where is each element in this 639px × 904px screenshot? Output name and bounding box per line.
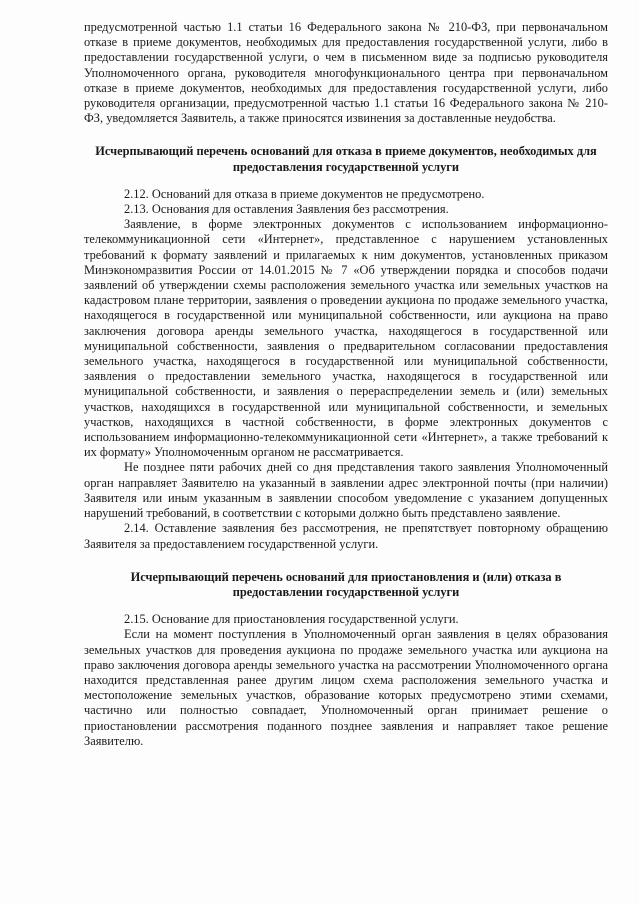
document-body (84, 20, 608, 749)
heading-suspension-grounds: Исчерпывающий перечень оснований для приостановления и (или) отказа в предоставлении государственной услуги (130, 569, 562, 599)
paragraph-suspension: Если на момент поступления в Уполномоченный орган заявления в целях образования земельных участков для проведения аукциона по продаже земельного участка или аукциона на право заключения договора аренды земельного участка на рассмотрении Уполномоченного органа находится представленная ранее другим лицом схема расположения земельного участка и местоположение земельных участков, образование которых предусмотрено этими схемами, частично или полностью совпадает, Уполномоченный орган принимает решение о приостановлении рассмотрения поданного позднее заявления и направляет такое решение Заявителю. (84, 627, 608, 748)
item-2-13: 2.13. Основания для оставления Заявления без рассмотрения. (124, 202, 449, 217)
item-2-15: 2.15. Основание для приостановления государственной услуги. (124, 612, 459, 627)
paragraph-refusal-notice: предусмотренной частью 1.1 статьи 16 Федерального закона № 210-ФЗ, при первоначальном отказе в приеме документов, необходимых для предоставления государственной услуги, либо в предоставлении государственной услуги, о чем в письменном виде за подписью руководителя Уполномоченного органа, руководителя многофункционального центра при первоначальном отказе в приеме документов, необходимых для предоставления государственной услуги, либо руководителя организации, предусмотренной частью 1.1 статьи 16 Федерального закона № 210-ФЗ, уведомляется Заявитель, а также приносятся извинения за доставленные неудобства. (84, 20, 608, 126)
item-2-14: 2.14. Оставление заявления без рассмотрения, не препятствует повторному обращению Заявителя за предоставлением государственной услуги. (84, 521, 608, 551)
paragraph-application-format: Заявление, в форме электронных документов с использованием информационно-телекоммуникационной сети «Интернет», представленное с нарушением установленных требований к формату заявлений и прилагаемых к ним документов, установленных приказом Минэкономразвития России от 14.01.2015 № 7 «Об утверждении порядка и способов подачи заявлений об утверждении схемы расположения земельного участка или земельных участков на кадастровом плане территории, заявления о проведении аукциона по продаже земельного участка, находящегося в государственной или муниципальной собственности, или аукциона на право заключения договора аренды земельного участка, находящегося в государственной или муниципальной собственности, заявления о предварительном согласовании предоставления земельного участка, находящегося в государственной или муниципальной собственности, заявления о предоставлении земельного участка, находящегося в государственной или муниципальной собственности, и заявления о перераспределении земель и (или) земельных участков, находящихся в государственной или муниципальной собственности, и земельных участков, находящихся в частной собственности, в форме электронных документов с использованием информационно-телекоммуникационной сети «Интернет», а также требований к их формату» Уполномоченным органом не рассматривается. (84, 217, 608, 460)
item-2-12: 2.12. Оснований для отказа в приеме документов не предусмотрено. (124, 186, 485, 201)
heading-refusal-grounds: Исчерпывающий перечень оснований для отказа в приеме документов, необходимых для предоставления государственной услуги (95, 144, 597, 174)
paragraph-violation-notice: Не позднее пяти рабочих дней со дня представления такого заявления Уполномоченный орган направляет Заявителю на указанный в заявлении адрес электронной почты (при наличии) Заявителя или иным указанным в заявлении способом уведомление с указанием допущенных нарушений требований, в соответствии с которыми должно быть представлено заявление. (84, 460, 608, 521)
